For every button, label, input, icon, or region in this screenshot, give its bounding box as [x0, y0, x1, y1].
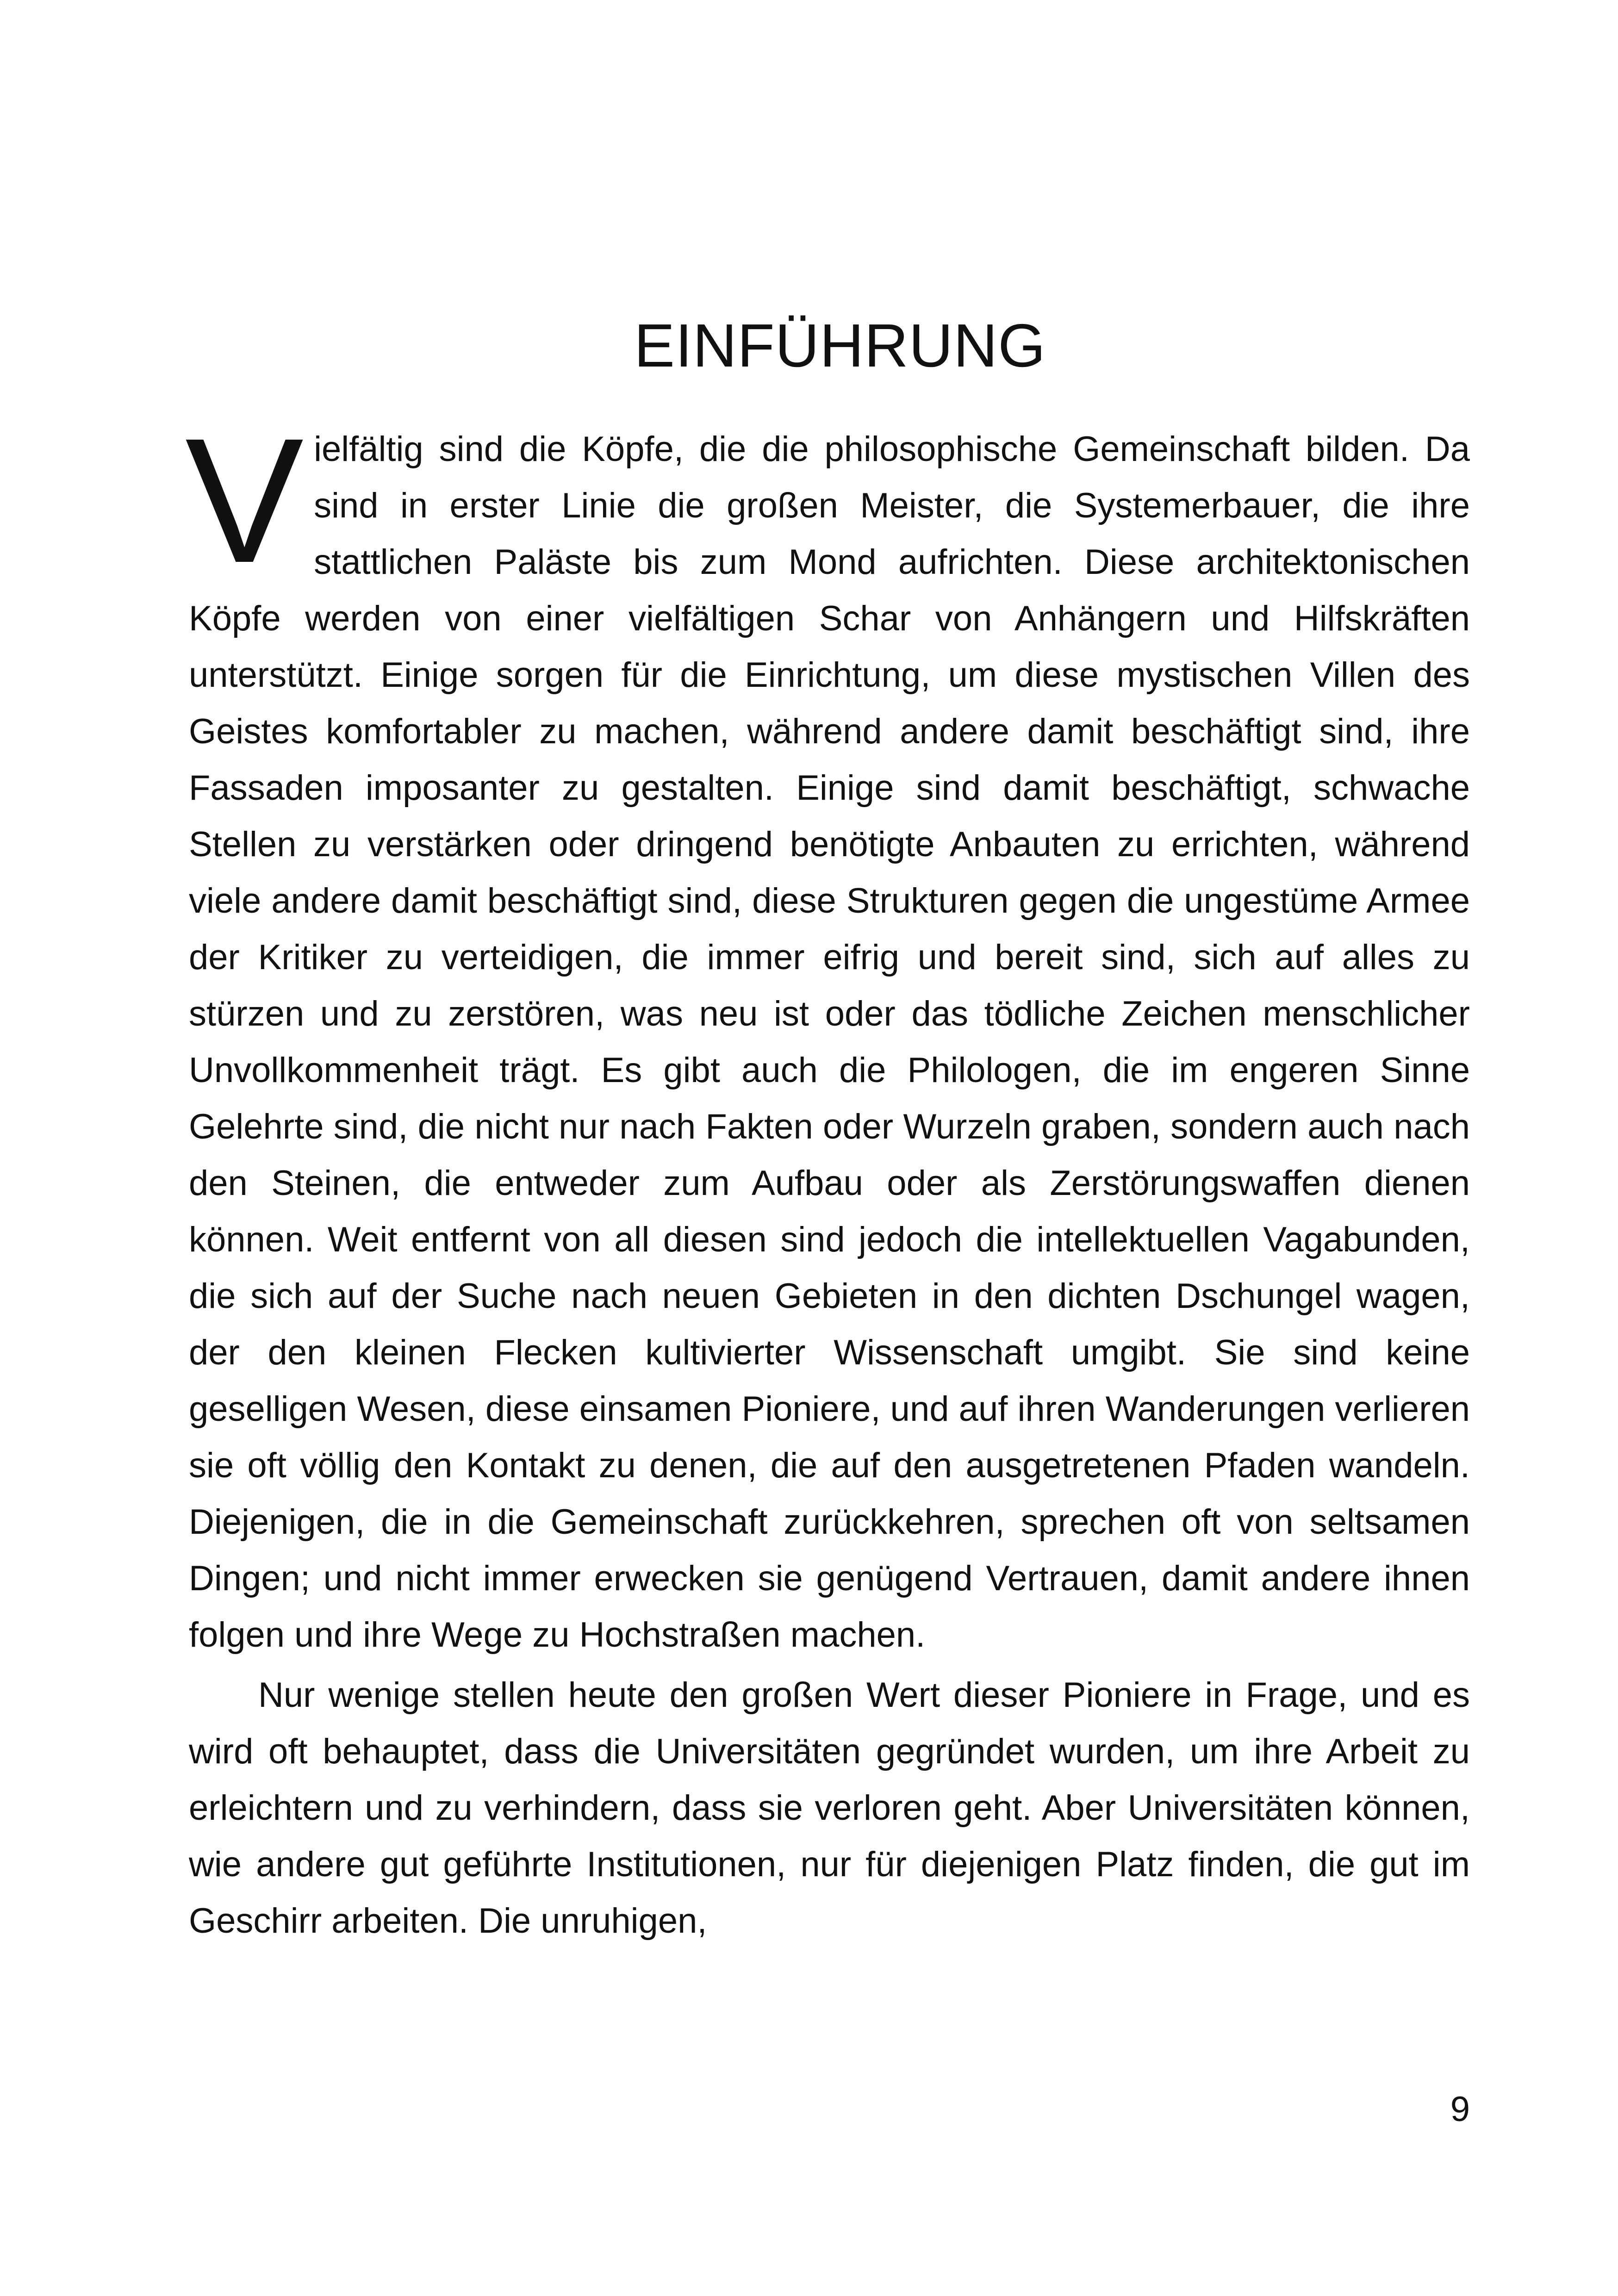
drop-cap-letter: V — [185, 401, 304, 600]
page-number: 9 — [1450, 2090, 1470, 2129]
body-text — [185, 401, 1470, 1949]
paragraph-1 — [185, 401, 1470, 1663]
paragraph-2: Nur wenige stellen heute den großen Wert dieser Pioniere in Frage, und es wird oft behauptet, dass die Universitäten gegründet wurden, um ihre Arbeit zu erleichtern und zu verhindern, dass sie verloren geht. Aber Universitäten können, wie andere gut geführte Institutionen, nur für diejenigen Platz finden, die gut im Geschirr arbeiten. Die unruhigen, — [189, 1675, 1470, 1941]
chapter-title: EINFÜHRUNG — [634, 311, 1046, 380]
paragraph-1-text: ielfältig sind die Köpfe, die die philosophische Gemeinschaft bilden. Da sind in erster Linie die großen Meister, die Systemerbauer, die ihre stattlichen Paläste bis zum Mond aufrichten. Diese architektonischen Köpfe werden von einer vielfältigen Schar von Anhängern und Hilfskräften unterstützt. Einige sorgen für die Einrichtung, um diese mystischen Villen des Geistes komfortabler zu machen, während andere damit beschäftigt sind, ihre Fassaden imposanter zu gestalten. Einige sind damit beschäftigt, schwache Stellen zu verstärken oder dringend benötigte Anbauten zu errichten, während viele andere damit beschäftigt sind, diese Strukturen gegen die ungestüme Armee der Kritiker zu verteidigen, die immer eifrig und bereit sind, sich auf alles zu stürzen und zu zerstören, was neu ist oder das tödliche Zeichen menschlicher Unvollkommenheit trägt. Es gibt auch die Philologen, die im engeren Sinne Gelehrte sind, die nicht nur nach Fakten oder Wurzeln graben, sondern auch nach den Steinen, die entweder zum Aufbau oder als Zerstörungswaffen dienen können. Weit entfernt von all diesen sind jedoch die intellektuellen Vagabunden, die sich auf der Suche nach neuen Gebieten in den dichten Dschungel wagen, der den kleinen Flecken kultivierter Wissenschaft umgibt. Sie sind keine geselligen Wesen, diese einsamen Pioniere, und auf ihren Wanderungen verlieren sie oft völlig den Kontakt zu denen, die auf den ausgetretenen Pfaden wandeln. Diejenigen, die in die Gemeinschaft zurückkehren, sprechen oft von seltsamen Dingen; und nicht immer erwecken sie genügend Vertrauen, damit andere ihnen folgen und ihre Wege zu Hochstraßen machen. — [189, 429, 1470, 1655]
